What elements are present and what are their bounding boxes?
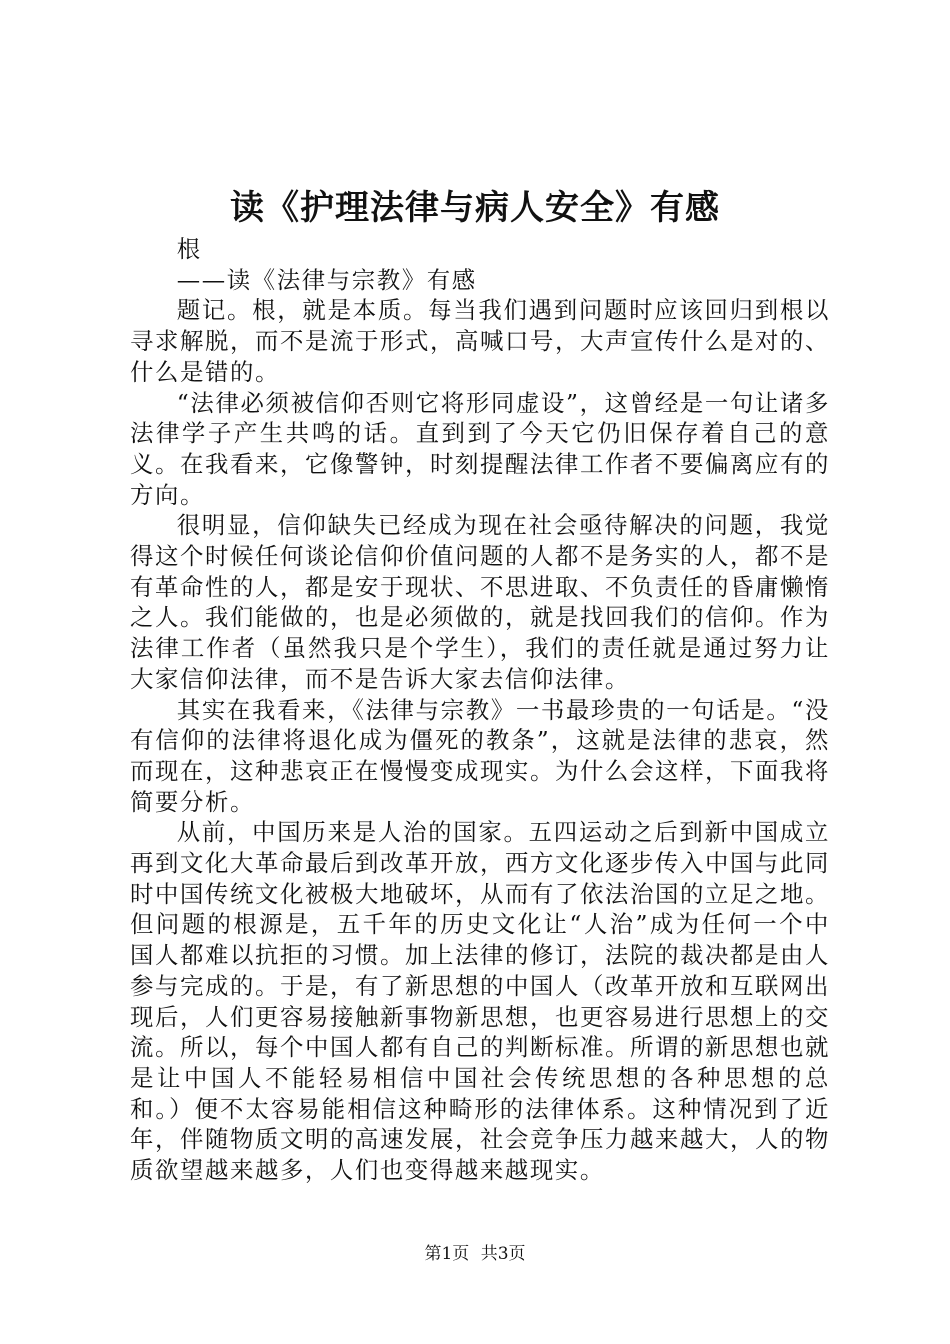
paragraph: 很明显，信仰缺失已经成为现在社会亟待解决的问题，我觉得这个时候任何谈论信仰价值问题的人都不是务实的人，都不是有革命性的人，都是安于现状、不思进取、不负责任的昏庸懒惰之人。我们能做的，也是必须做的，就是找回我们的信仰。作为法律工作者（虽然我只是个学生），我们的责任就是通过努力让大家信仰法律，而不是告诉大家去信仰法律。 [130,511,830,693]
paragraph: 从前，中国历来是人治的国家。五四运动之后到新中国成立再到文化大革命最后到改革开放，西方文化逐步传入中国与此同时中国传统文化被极大地破坏，从而有了依法治国的立足之地。但问题的根源是，五千年的历史文化让“人治”成为任何一个中国人都难以抗拒的习惯。加上法律的修订，法院的裁决都是由人参与完成的。于是，有了新思想的中国人（改革开放和互联网出现后，人们更容易接触新事物新思想，也更容易进行思想上的交流。所以，每个中国人都有自己的判断标准。所谓的新思想也就是让中国人不能轻易相信中国社会传统思想的各种思想的总和。）便不太容易能相信这种畸形的法律体系。这种情况到了近年，伴随物质文明的高速发展，社会竞争压力越来越大，人的物质欲望越来越多，人们也变得越来越现实。 [130,818,830,1185]
page-footer [0,1243,950,1265]
page-total: 共3页 [480,1244,526,1264]
paragraph-heading: 根 [176,235,202,263]
paragraph: 题记。根，就是本质。每当我们遇到问题时应该回归到根以寻求解脱，而不是流于形式，高喊口号，大声宣传什么是对的、什么是错的。 [130,296,830,386]
document-title: 读《护理法律与病人安全》有感 [230,188,720,228]
document-body [130,234,830,1186]
paragraph: “法律必须被信仰否则它将形同虚设”，这曾经是一句让诸多法律学子产生共鸣的话。直到到了今天它仍旧保存着自己的意义。在我看来，它像警钟，时刻提醒法律工作者不要偏离应有的方向。 [130,388,830,509]
paragraph-subtitle: ——读《法律与宗教》有感 [176,265,477,294]
page-number: 第1页 [424,1244,470,1264]
paragraph: 其实在我看来，《法律与宗教》一书最珍贵的一句话是。“没有信仰的法律将退化成为僵死的教条”，这就是法律的悲哀，然而现在，这种悲哀正在慢慢变成现实。为什么会这样，下面我将简要分析。 [130,695,830,816]
